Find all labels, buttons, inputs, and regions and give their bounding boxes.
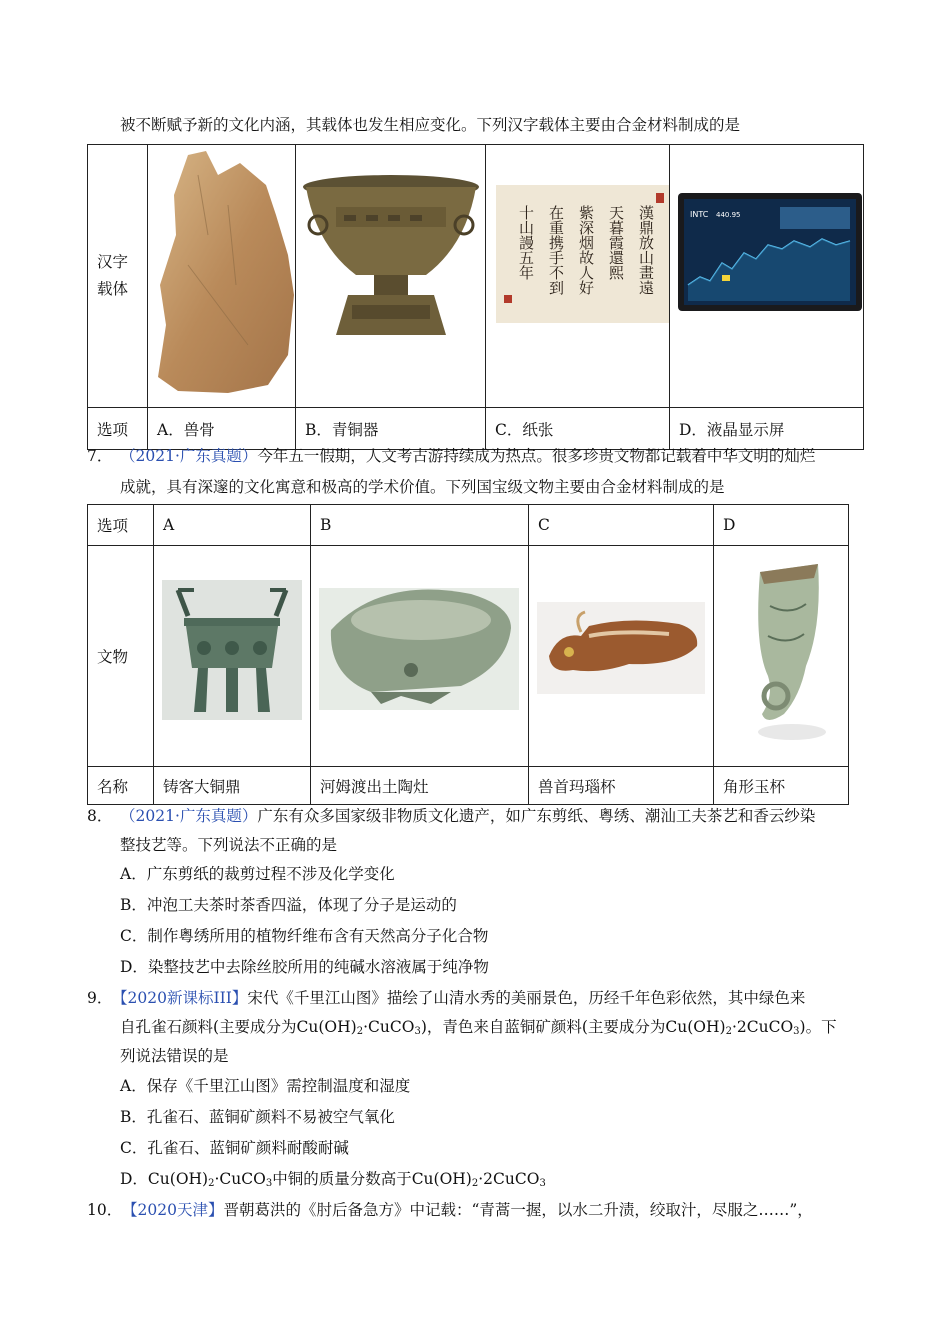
calligraphy-col-4: 在重携手不到: [547, 205, 565, 295]
oracle-bone-cell: [148, 145, 296, 408]
option-row-header: 选项: [88, 408, 148, 450]
artifact-name-a: 铸客大铜鼎: [154, 767, 311, 805]
intro-text: 被不断赋予新的文化内涵，其载体也发生相应变化。下列汉字载体主要由合金材料制成的是: [120, 116, 741, 134]
q9-line1: 【2020新课标III】宋代《千里江山图》描绘了山清水秀的美丽景色，历经千年色彩依然，其中绿色来: [112, 989, 806, 1007]
artifact-name-header: 名称: [88, 767, 154, 805]
artifact-letter-c: C: [529, 505, 714, 546]
q10-source: 【2020天津】: [122, 1201, 224, 1219]
lcd-screen-image: [670, 145, 863, 403]
calligraphy-col-1: 漢鼎放山畫遠: [637, 205, 655, 295]
stove-cell: [311, 546, 529, 767]
artifact-name-d: 角形玉杯: [714, 767, 849, 805]
option-c: C．纸张: [486, 408, 670, 450]
q7-line1: （2021·广东真题）今年五一假期，人文考古游持续成为热点。很多珍贵文物都记载着中华文明的灿烂: [120, 447, 816, 465]
q8-option-c: C．制作粤绣所用的植物纤维布含有天然高分子化合物: [120, 927, 489, 945]
bronze-vessel-image: [296, 145, 485, 403]
calligraphy-col-5: 十山謾五年: [517, 205, 535, 280]
artifact-letter-d: D: [714, 505, 849, 546]
carrier-row-header: [88, 145, 148, 408]
option-d: D．液晶显示屏: [670, 408, 864, 450]
q9-option-c: C．孔雀石、蓝铜矿颜料耐酸耐碱: [120, 1139, 349, 1157]
oracle-bone-image: [148, 145, 295, 403]
pottery-stove-image: [311, 546, 528, 762]
carrier-table: [87, 144, 864, 450]
q8-line2: 整技艺等。下列说法不正确的是: [120, 836, 338, 854]
artifact-name-c: 兽首玛瑙杯: [529, 767, 714, 805]
paper-cell: [486, 145, 670, 408]
ding-cell: [154, 546, 311, 767]
bronze-ding-image: [154, 546, 310, 762]
agate-cup-image: [529, 546, 713, 762]
agate-cell: [529, 546, 714, 767]
q9-line3: 列说法错误的是: [120, 1047, 229, 1065]
q9-option-d: D．$Cu(OH)_2\cdot CuCO_3$中铜的质量分数高于$Cu(OH)_2\cdot 2CuCO_3$: [120, 1170, 546, 1189]
artifact-row-header: 文物: [88, 546, 154, 767]
q7-line2: 成就，具有深邃的文化寓意和极高的学术价值。下列国宝级文物主要由合金材料制成的是: [120, 478, 725, 496]
artifact-letter-b: B: [311, 505, 529, 546]
artifact-table: [87, 504, 849, 805]
jade-cup-image: [714, 546, 848, 762]
calligraphy-paper-image: [486, 145, 669, 403]
q9-source: 【2020新课标III】: [112, 989, 248, 1007]
bronze-vessel-cell: [296, 145, 486, 408]
carrier-header-line1: 汉字: [97, 253, 129, 271]
lcd-price: 440.95: [716, 211, 741, 219]
calligraphy-col-3: 紫深烟故人好: [577, 205, 595, 295]
lcd-cell: [670, 145, 864, 408]
q7-number: 7．: [87, 447, 113, 465]
q8-option-d: D．染整技艺中去除丝胶所用的纯碱水溶液属于纯净物: [120, 958, 489, 976]
q8-option-b: B．冲泡工夫茶时茶香四溢，体现了分子是运动的: [120, 896, 457, 914]
q8-number: 8．: [87, 807, 113, 825]
q9-option-b: B．孔雀石、蓝铜矿颜料不易被空气氧化: [120, 1108, 395, 1126]
q9-option-a: A．保存《千里江山图》需控制温度和湿度: [120, 1077, 411, 1095]
q8-source: （2021·广东真题）: [120, 807, 258, 825]
q9-line2: 自孔雀石颜料(主要成分为$Cu(OH)_2\cdot CuCO_3$)，青色来自蓝铜矿颜料(主要成分为$Cu(OH)_2\cdot 2CuCO_3$)。下: [120, 1018, 837, 1037]
q9-number: 9．: [87, 989, 113, 1007]
q7-source: （2021·广东真题）: [120, 447, 258, 465]
q10-line1: 【2020天津】晋朝葛洪的《肘后备急方》中记载：“青蒿一握，以水二升渍，绞取汁，尽服之……”，: [122, 1201, 813, 1219]
artifact-name-b: 河姆渡出土陶灶: [311, 767, 529, 805]
calligraphy-col-2: 天暮霞還熙: [607, 205, 625, 280]
q10-number: 10．: [87, 1201, 123, 1219]
option-b: B．青铜器: [296, 408, 486, 450]
q8-option-a: A．广东剪纸的裁剪过程不涉及化学变化: [120, 865, 395, 883]
artifact-letter-a: A: [154, 505, 311, 546]
q8-line1: （2021·广东真题）广东有众多国家级非物质文化遗产，如广东剪纸、粤绣、潮汕工夫茶艺和香云纱染: [120, 807, 816, 825]
carrier-header-line2: 载体: [97, 280, 129, 298]
lcd-ticker: INTC: [690, 210, 709, 219]
option-a: A．兽骨: [148, 408, 296, 450]
jade-cell: [714, 546, 849, 767]
artifact-option-header: 选项: [88, 505, 154, 546]
